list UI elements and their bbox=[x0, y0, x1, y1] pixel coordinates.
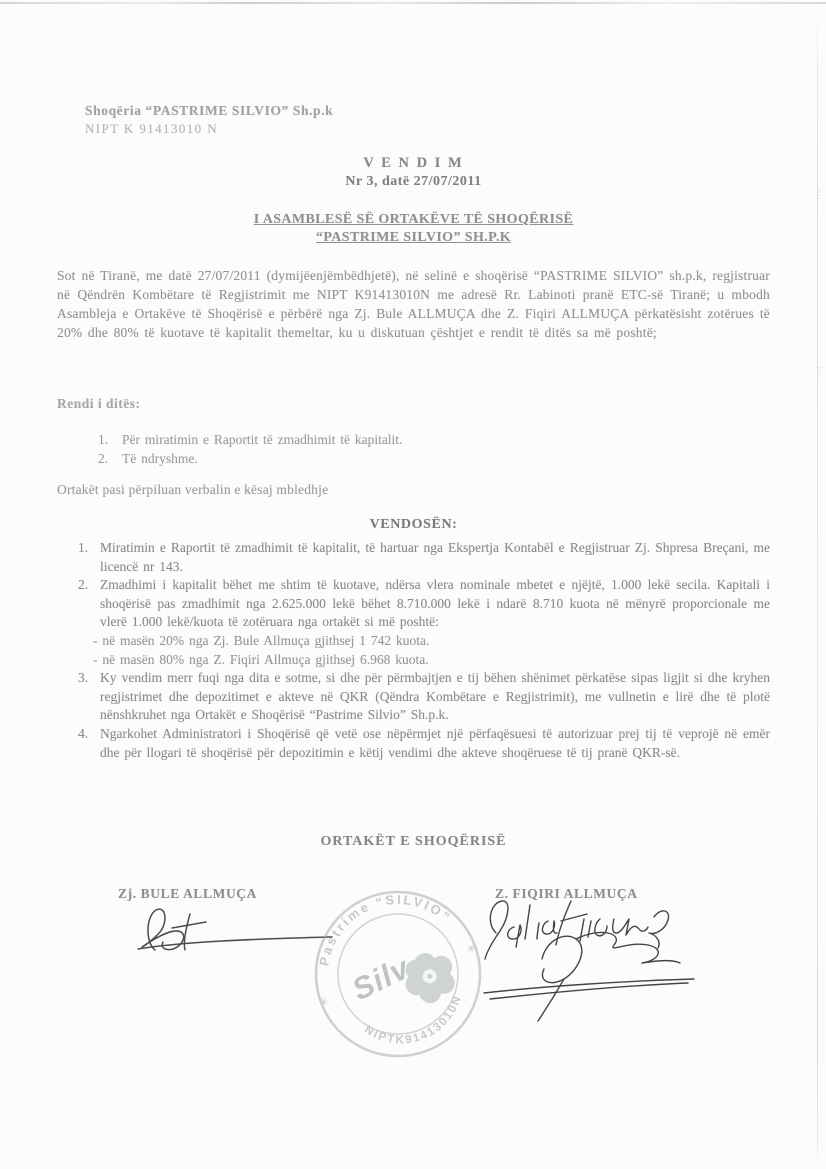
resolution-item bbox=[78, 539, 770, 576]
scan-smudge: ~·; bbox=[814, 188, 824, 201]
resolution-item-text-main: Zmadhimi i kapitalit bëhet me shtim të kuotave, ndërsa vlera nominale mbetet e njëjtë, 1.000 lekë secila. Kapitali i shoqërisë pas zmadhimit nga 2.625.000 lekë bëhet 8.710.000 lekë i ndarë 8.710 kuota në mënyrë proporcionale me vlerë 1.000 lekë/kuota të zotëruara nga ortakët si më poshtë: bbox=[100, 577, 770, 630]
star-icon: ✳ bbox=[465, 942, 478, 957]
subject-heading-line1: I ASAMBLESË SË ORTAKËVE TË SHOQËRISË bbox=[253, 212, 574, 227]
resolution-subline: - në masën 80% nga Z. Fiqiri Allmuça gjithsej 6.968 kuota. bbox=[93, 651, 429, 667]
scan-edge-artifact-top bbox=[0, 2, 826, 4]
stamp-center-text: Silv bbox=[346, 949, 416, 1008]
subject-heading-line2: “PASTRIME SILVIO” SH.P.K bbox=[315, 230, 512, 245]
resolution-item-number: 1. bbox=[78, 540, 89, 555]
intro-paragraph: Sot në Tiranë, me datë 27/07/2011 (dymijëenjëmbëdhjetë), në selinë e shoqërisë “PASTRIME SILVIO” sh.p.k, regjistruar në Qëndrën Kombëtare të Regjistrimit me NIPT K91413010N me adresë Rr. Labinoti pranë ETC-së Tiranë; u mbodh Asambleja e Ortakëve të Shoqërisë e përbërë nga Zj. Bule ALLMUÇA dhe Z. Fiqiri ALLMUÇA përkatësisht zotërues të 20% dhe 80% të kuotave të kapitalit themeltar, ku u diskutuan çështjet e rendit të ditës sa më poshtë; bbox=[57, 268, 770, 340]
agenda-item-number: 2. bbox=[98, 451, 109, 466]
resolution-item bbox=[78, 725, 770, 762]
signature-left-name: Zj. BULE ALLMUÇA bbox=[118, 886, 257, 901]
resolution-item-text: Miratimin e Raportit të zmadhimit të kapitalit, të hartuar nga Ekspertja Kontabël e Regjistruar Zj. Shpresa Breçani, me licencë nr 143. bbox=[100, 540, 770, 574]
resolution-subline: - në masën 20% nga Zj. Bule Allmuça gjithsej 1 742 kuota. bbox=[93, 632, 430, 648]
company-stamp-icon bbox=[306, 882, 490, 1066]
agenda-item-number: 1. bbox=[98, 432, 109, 447]
stamp-top-text: Pastrime “SILVIO” bbox=[316, 891, 455, 968]
fiqiri-allmuca-signature bbox=[476, 893, 721, 1033]
partners-heading: ORTAKËT E SHOQËRISË bbox=[320, 834, 507, 849]
company-name: Shoqëria “PASTRIME SILVIO” Sh.p.k bbox=[85, 103, 334, 118]
agenda-item-text: Për miratimin e Raportit të zmadhimit të kapitalit. bbox=[122, 432, 403, 447]
decision-title: V E N D I M bbox=[363, 155, 464, 171]
resolution-item bbox=[78, 669, 770, 725]
resolution-item-text: Ky vendim merr fuqi nga dita e sotme, si dhe për përmbajtjen e tij bëhen shënimet përkatëse sipas ligjit si dhe kryhen regjistrimet dhe depozitimet e akteve në QKR (Qëndra Kombëtare e Regjistrimit), me vullnetin e lirë dhe të plotë nënshkruhet nga Ortakët e Shoqërisë “Pastrime Silvio” Sh.p.k. bbox=[100, 670, 770, 723]
star-icon: ✳ bbox=[317, 995, 331, 1011]
svg-text:NIPTK91413010N bbox=[360, 990, 474, 1061]
resolution-item-number: 4. bbox=[78, 725, 89, 741]
agenda-heading: Rendi i ditës: bbox=[57, 396, 141, 411]
resolution-list bbox=[78, 539, 770, 762]
resolution-item-number: 2. bbox=[78, 577, 89, 593]
resolution-item-text bbox=[93, 576, 770, 669]
stamp-bottom-text: NIPTK91413010N bbox=[362, 993, 465, 1047]
agenda-list bbox=[98, 430, 698, 468]
scan-smudge: :·~ bbox=[814, 366, 824, 379]
resolution-item bbox=[78, 576, 770, 669]
resolution-item-number: 3. bbox=[78, 670, 89, 686]
resolution-heading: VENDOSËN: bbox=[369, 517, 458, 532]
agenda-item-text: Të ndryshme. bbox=[122, 451, 198, 466]
nipt-number: NIPT K 91413010 N bbox=[85, 121, 218, 136]
decision-number: Nr 3, datë 27/07/2011 bbox=[345, 174, 482, 189]
agenda-item bbox=[98, 430, 698, 449]
agenda-item bbox=[98, 449, 698, 468]
preamble-text: Ortakët pasi përpiluan verbalin e kësaj mbledhje bbox=[57, 482, 329, 497]
signature-right-name: Z. FIQIRI ALLMUÇA bbox=[495, 886, 638, 901]
resolution-item-text: Ngarkohet Administratori i Shoqërisë që vetë ose nëpërmjet një përfaqësuesi të autorizuar prej tij të veprojë në emër dhe për llogari të shoqërisë për depozitimin e këtij vendimi dhe akteve shoqëruese të tij pranë QKR-së. bbox=[100, 725, 770, 760]
